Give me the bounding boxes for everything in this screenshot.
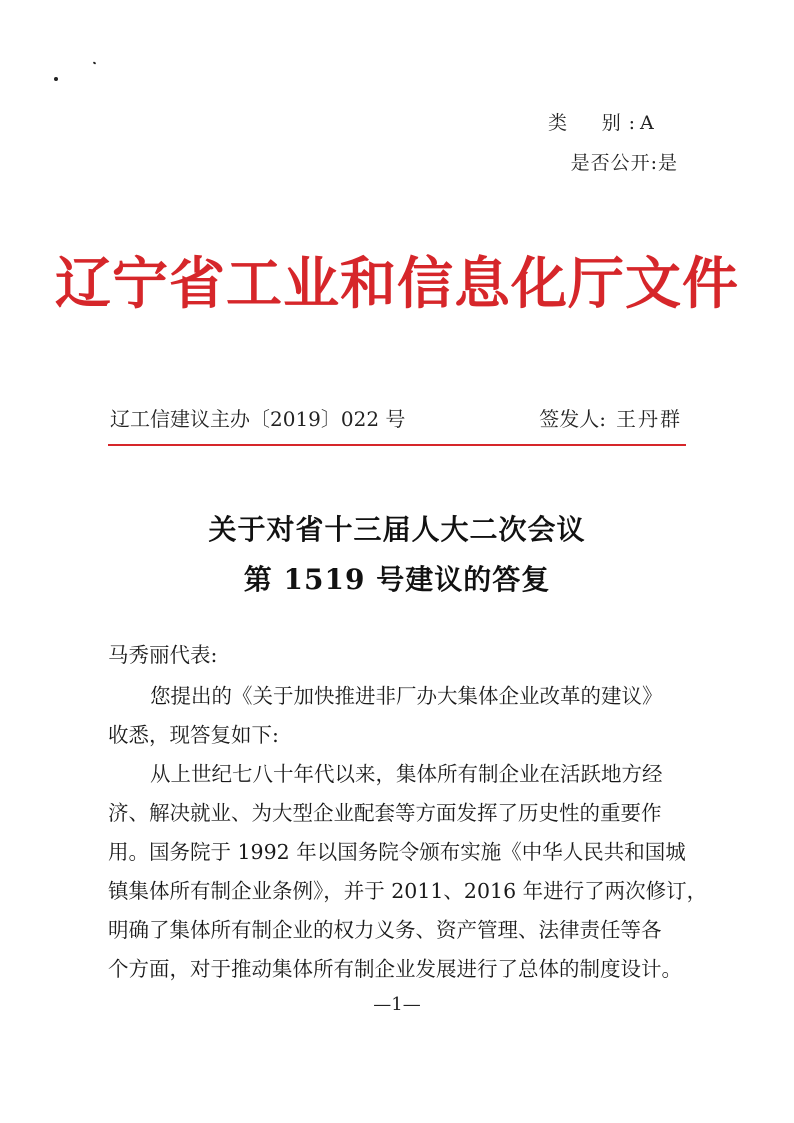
body-line: 镇集体所有制企业条例》，并于 2011、2016 年进行了两次修订， [108, 879, 708, 903]
signer-label: 签发人: [539, 407, 606, 431]
signer-line [539, 403, 682, 432]
salutation: 马秀丽代表: [108, 643, 218, 667]
document-title-line-1: 关于对省十三届人大二次会议 [208, 513, 586, 546]
scan-speck [54, 77, 58, 81]
document-title-line-2: 第 1519 号建议的答复 [243, 563, 551, 596]
public-line [571, 148, 678, 175]
red-separator-line [108, 444, 686, 446]
signer-name: 王丹群 [616, 407, 682, 431]
body-line: 明确了集体所有制企业的权力义务、资产管理、法律责任等各 [108, 918, 662, 942]
body-line: 从上世纪七八十年代以来，集体所有制企业在活跃地方经 [150, 762, 663, 786]
page-number: —1— [373, 994, 421, 1015]
public-label: 是否公开: [570, 152, 658, 174]
category-line [548, 108, 678, 135]
category-value: A [640, 112, 655, 134]
body-line: 个方面，对于推动集体所有制企业发展进行了总体的制度设计。 [108, 957, 682, 981]
body-line: 用。国务院于 1992 年以国务院令颁布实施《中华人民共和国城 [108, 840, 686, 864]
document-masthead: 辽宁省工业和信息化厅文件 [55, 252, 739, 317]
body-line: 济、解决就业、为大型企业配套等方面发挥了历史性的重要作 [108, 801, 662, 825]
public-value: 是 [657, 152, 678, 174]
scan-speck [93, 61, 97, 64]
document-number: 辽工信建议主办〔2019〕022 号 [110, 407, 406, 431]
body-line: 您提出的《关于加快推进非厂办大集体企业改革的建议》 [150, 684, 663, 708]
body-line: 收悉，现答复如下: [108, 723, 279, 747]
category-label: 类 别: [548, 112, 636, 134]
